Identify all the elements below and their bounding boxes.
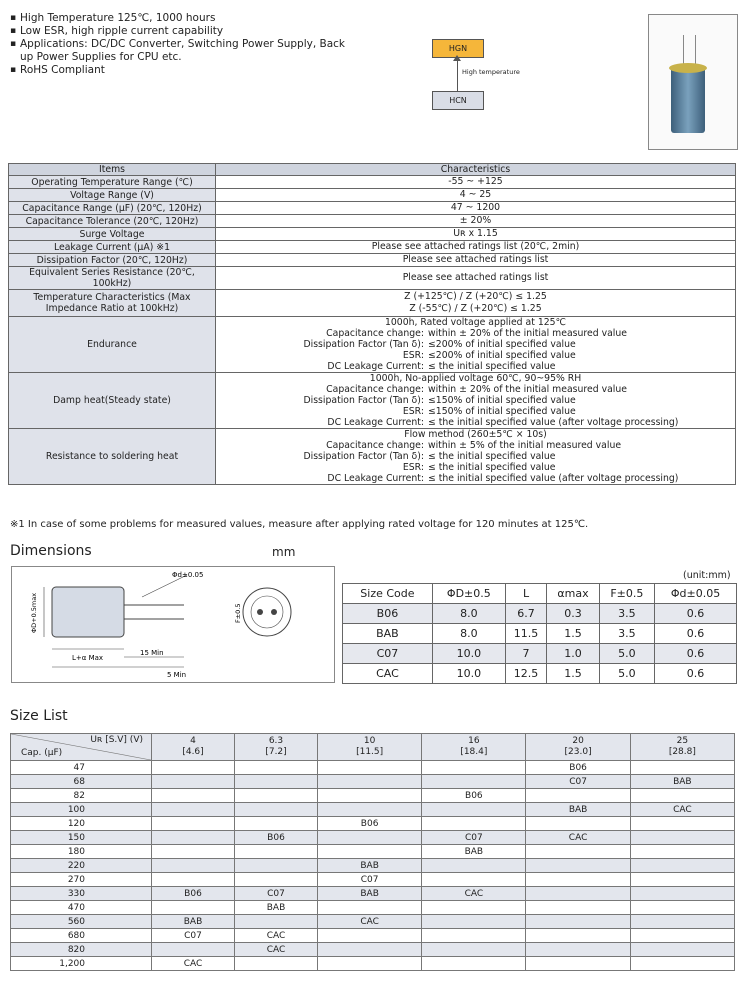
dimension-drawing — [11, 566, 335, 683]
table-cell: 1.5 — [547, 664, 599, 684]
size-code-cell: B06 — [152, 887, 235, 901]
size-code-cell: BAB — [152, 915, 235, 929]
table-cell: 5.0 — [599, 664, 654, 684]
spec-value: -55 ~ +125 — [216, 176, 736, 189]
col-header: ΦD±0.5 — [432, 584, 505, 604]
size-code-cell — [152, 803, 235, 817]
table-row — [11, 929, 735, 943]
size-code-cell — [422, 915, 526, 929]
cond-value: ≤200% of initial specified value — [428, 350, 576, 361]
endurance-header: 1000h, Rated voltage applied at 125℃ — [384, 317, 567, 328]
size-code-cell: B06 — [422, 789, 526, 803]
spec-item: Operating Temperature Range (℃) — [9, 176, 216, 189]
arrow-line — [457, 57, 458, 91]
size-code-cell — [318, 789, 422, 803]
dim-label-f: F±0.5 — [234, 603, 242, 623]
table-row — [11, 761, 735, 775]
table-row — [343, 664, 737, 684]
spec-item: Capacitance Range (μF) (20℃, 120Hz) — [9, 202, 216, 215]
table-cell: C07 — [343, 644, 433, 664]
spec-value: Please see attached ratings list — [216, 254, 736, 267]
cap-value: 68 — [11, 775, 152, 789]
size-code-cell: B06 — [235, 831, 318, 845]
table-row — [343, 624, 737, 644]
size-code-cell: CAC — [318, 915, 422, 929]
size-code-cell: C07 — [152, 929, 235, 943]
size-code-cell: CAC — [152, 957, 235, 971]
table-row — [11, 775, 735, 789]
capacitor-photo — [648, 14, 738, 150]
size-code-cell: B06 — [526, 761, 630, 775]
size-code-cell — [422, 943, 526, 957]
table-cell: CAC — [343, 664, 433, 684]
table-row — [11, 859, 735, 873]
size-code-cell — [526, 887, 630, 901]
table-cell: 1.0 — [547, 644, 599, 664]
size-code-cell: B06 — [318, 817, 422, 831]
size-code-cell — [526, 957, 630, 971]
spec-value — [216, 290, 736, 317]
cap-value: 1,200 — [11, 957, 152, 971]
cap-value: 330 — [11, 887, 152, 901]
size-code-cell — [235, 845, 318, 859]
cond-value: ≤200% of initial specified value — [428, 339, 576, 350]
table-cell: 0.6 — [655, 644, 737, 664]
cond-label: DC Leakage Current: — [327, 473, 424, 484]
size-code-cell — [235, 789, 318, 803]
size-code-cell — [235, 915, 318, 929]
cond-label: Capacitance change: — [326, 328, 424, 339]
cond-label: ESR: — [402, 462, 424, 473]
table-cell: 8.0 — [432, 624, 505, 644]
table-cell: 10.0 — [432, 664, 505, 684]
size-code-cell — [235, 817, 318, 831]
size-code-cell — [630, 817, 734, 831]
table-row — [11, 887, 735, 901]
size-code-cell — [152, 831, 235, 845]
size-code-cell — [526, 943, 630, 957]
cond-label: Capacitance change: — [326, 440, 424, 451]
size-code-cell — [422, 775, 526, 789]
spec-value: 47 ~ 1200 — [216, 202, 736, 215]
col-header: Φd±0.05 — [655, 584, 737, 604]
size-code-cell — [152, 873, 235, 887]
temp-line: Z (+125℃) / Z (+20℃) ≤ 1.25 — [404, 291, 547, 302]
table-row — [11, 915, 735, 929]
size-code-cell — [630, 943, 734, 957]
cap-value: 120 — [11, 817, 152, 831]
table-row — [11, 789, 735, 803]
size-code-cell — [526, 915, 630, 929]
col-header: F±0.5 — [599, 584, 654, 604]
cond-value: ≤ the initial specified value (after voltage processing) — [428, 417, 679, 428]
spec-table — [8, 163, 736, 485]
spec-item: Capacitance Tolerance (20℃, 120Hz) — [9, 215, 216, 228]
cond-label: ESR: — [402, 350, 424, 361]
table-cell: 10.0 — [432, 644, 505, 664]
capacitor-top — [669, 63, 707, 73]
size-code-cell — [422, 901, 526, 915]
size-code-cell: BAB — [235, 901, 318, 915]
size-code-cell — [630, 901, 734, 915]
size-code-cell — [152, 901, 235, 915]
table-cell: 5.0 — [599, 644, 654, 664]
size-code-cell — [152, 943, 235, 957]
size-code-cell — [526, 929, 630, 943]
cond-label: Dissipation Factor (Tan δ): — [303, 395, 424, 406]
size-list-table — [10, 733, 735, 971]
size-code-cell — [235, 859, 318, 873]
cap-value: 100 — [11, 803, 152, 817]
size-code-cell — [235, 761, 318, 775]
cond-value: ≤150% of initial specified value — [428, 395, 576, 406]
size-code-cell — [630, 845, 734, 859]
spec-item: Voltage Range (V) — [9, 189, 216, 202]
size-code-cell — [152, 859, 235, 873]
dim-label-5: 5 Min — [167, 671, 187, 679]
table-row — [343, 644, 737, 664]
cond-value: within ± 20% of the initial measured value — [428, 328, 627, 339]
voltage-header: 16 [18.4] — [422, 734, 526, 761]
size-code-cell — [152, 817, 235, 831]
spec-item: Equivalent Series Resistance (20℃, 100kHz) — [9, 267, 216, 290]
size-code-cell — [630, 957, 734, 971]
size-code-cell: BAB — [526, 803, 630, 817]
size-code-cell — [422, 873, 526, 887]
endurance-block — [216, 317, 736, 373]
cond-value: within ± 20% of the initial measured value — [428, 384, 627, 395]
size-code-cell: CAC — [422, 887, 526, 901]
cap-value: 680 — [11, 929, 152, 943]
size-code-cell — [152, 761, 235, 775]
cond-label: Dissipation Factor (Tan δ): — [303, 451, 424, 462]
size-code-cell — [526, 789, 630, 803]
cap-value: 820 — [11, 943, 152, 957]
size-code-cell — [318, 831, 422, 845]
table-row — [11, 817, 735, 831]
size-code-cell — [235, 803, 318, 817]
spec-item: Dissipation Factor (20℃, 120Hz) — [9, 254, 216, 267]
cond-label: ESR: — [402, 406, 424, 417]
dim-label-D: ΦD+0.5max — [30, 592, 38, 633]
feature-item: ▪ Low ESR, high ripple current capability — [10, 25, 350, 38]
table-cell: 7 — [505, 644, 546, 664]
dim-label-15: 15 Min — [140, 649, 164, 657]
cond-label: Dissipation Factor (Tan δ): — [303, 339, 424, 350]
capacitor-end-shape — [243, 588, 291, 636]
size-code-cell — [318, 929, 422, 943]
dimensions-unit-heading: mm — [272, 545, 296, 559]
table-cell: 0.6 — [655, 664, 737, 684]
size-code-cell: CAC — [235, 943, 318, 957]
size-code-cell — [318, 775, 422, 789]
table-row — [343, 604, 737, 624]
table-row — [11, 957, 735, 971]
cap-value: 470 — [11, 901, 152, 915]
spec-item: Temperature Characteristics (Max Impedance Ratio at 100kHz) — [9, 290, 216, 317]
size-code-cell: C07 — [318, 873, 422, 887]
solder-header: Flow method (260±5℃ × 10s) — [404, 429, 547, 440]
size-code-cell: BAB — [318, 887, 422, 901]
voltage-header: 20 [23.0] — [526, 734, 630, 761]
spec-header-characteristics: Characteristics — [216, 164, 736, 176]
size-code-cell — [318, 901, 422, 915]
cond-value: within ± 5% of the initial measured value — [428, 440, 622, 451]
table-cell: 1.5 — [547, 624, 599, 644]
size-code-cell — [630, 761, 734, 775]
table-cell: 0.3 — [547, 604, 599, 624]
table-row — [11, 845, 735, 859]
cond-value: ≤150% of initial specified value — [428, 406, 576, 417]
col-header: αmax — [547, 584, 599, 604]
voltage-header: 25 [28.8] — [630, 734, 734, 761]
size-code-cell — [422, 761, 526, 775]
size-code-cell — [152, 845, 235, 859]
size-code-cell — [318, 943, 422, 957]
dimension-drawing-svg — [12, 567, 334, 682]
cond-value: ≤ the initial specified value — [428, 451, 556, 462]
solder-block — [216, 429, 736, 485]
size-code-cell: BAB — [630, 775, 734, 789]
dim-label-l: L+α Max — [72, 654, 104, 662]
size-code-cell — [235, 957, 318, 971]
table-cell: 8.0 — [432, 604, 505, 624]
table-cell: BAB — [343, 624, 433, 644]
size-code-cell — [152, 789, 235, 803]
size-code-cell — [630, 915, 734, 929]
size-code-cell — [526, 873, 630, 887]
capacitor-side-shape — [52, 587, 124, 637]
size-code-cell — [318, 845, 422, 859]
unit-label: (unit:mm) — [683, 570, 731, 581]
col-header: L — [505, 584, 546, 604]
spec-value: Please see attached ratings list (20℃, 2min) — [216, 241, 736, 254]
size-code-cell: CAC — [526, 831, 630, 845]
voltage-header: 10 [11.5] — [318, 734, 422, 761]
dim-label-d: Φd±0.05 — [172, 571, 204, 579]
size-code-cell: BAB — [318, 859, 422, 873]
spec-value: ± 20% — [216, 215, 736, 228]
size-code-cell — [318, 957, 422, 971]
feature-item: ▪ RoHS Compliant — [10, 64, 350, 77]
cap-value: 560 — [11, 915, 152, 929]
size-code-cell: CAC — [630, 803, 734, 817]
spec-item: Damp heat(Steady state) — [9, 373, 216, 429]
size-code-cell: BAB — [422, 845, 526, 859]
size-code-cell — [318, 761, 422, 775]
size-list-title: Size List — [10, 708, 68, 724]
feature-list — [10, 12, 350, 77]
cap-value: 47 — [11, 761, 152, 775]
capacitor-body — [671, 67, 705, 133]
table-row — [11, 831, 735, 845]
damp-block — [216, 373, 736, 429]
series-box-hcn: HCN — [432, 91, 484, 110]
table-cell: 12.5 — [505, 664, 546, 684]
temp-line: Z (-55℃) / Z (+20℃) ≤ 1.25 — [409, 303, 542, 314]
voltage-header: 6.3 [7.2] — [235, 734, 318, 761]
size-code-cell: CAC — [235, 929, 318, 943]
series-box-hgn: HGN — [432, 39, 484, 58]
cap-value: 180 — [11, 845, 152, 859]
dimensions-title: Dimensions — [10, 543, 92, 559]
footnote: ※1 In case of some problems for measured values, measure after applying rated voltage for 120 minutes at 125℃. — [10, 519, 589, 530]
size-code-cell — [422, 859, 526, 873]
cap-axis-label: Cap. (μF) — [21, 748, 63, 758]
col-header: Size Code — [343, 584, 433, 604]
size-code-cell — [630, 887, 734, 901]
flow-label: High temperature — [462, 68, 520, 76]
dimension-table — [342, 583, 737, 684]
feature-item: ▪ Applications: DC/DC Converter, Switching Power Supply, Back up Power Supplies for CPU etc. — [10, 38, 350, 64]
spec-item: Endurance — [9, 317, 216, 373]
cap-value: 270 — [11, 873, 152, 887]
size-code-cell — [526, 845, 630, 859]
table-cell: 11.5 — [505, 624, 546, 644]
cap-value: 150 — [11, 831, 152, 845]
size-code-cell — [630, 831, 734, 845]
spec-value: Please see attached ratings list — [216, 267, 736, 290]
size-code-cell — [630, 789, 734, 803]
cond-label: DC Leakage Current: — [327, 361, 424, 372]
size-code-cell — [526, 901, 630, 915]
size-code-cell — [422, 929, 526, 943]
size-code-cell — [235, 775, 318, 789]
cond-value: ≤ the initial specified value — [428, 462, 556, 473]
table-cell: 0.6 — [655, 604, 737, 624]
size-code-cell — [630, 859, 734, 873]
cond-value: ≤ the initial specified value (after voltage processing) — [428, 473, 679, 484]
size-code-cell — [630, 873, 734, 887]
table-row — [11, 943, 735, 957]
cond-label: DC Leakage Current: — [327, 417, 424, 428]
table-cell: 0.6 — [655, 624, 737, 644]
size-code-cell — [235, 873, 318, 887]
size-code-cell: C07 — [526, 775, 630, 789]
damp-header: 1000h, No-applied voltage 60℃, 90~95% RH — [369, 373, 582, 384]
voltage-header: 4 [4.6] — [152, 734, 235, 761]
table-row — [11, 901, 735, 915]
size-code-cell: C07 — [235, 887, 318, 901]
table-row — [11, 803, 735, 817]
size-code-cell: C07 — [422, 831, 526, 845]
corner-header — [11, 734, 152, 761]
cap-value: 220 — [11, 859, 152, 873]
voltage-axis-label: Uʀ [S.V] (V) — [90, 735, 143, 745]
spec-value: 4 ~ 25 — [216, 189, 736, 202]
size-code-cell — [526, 859, 630, 873]
spec-header-items: Items — [9, 164, 216, 176]
spec-item: Surge Voltage — [9, 228, 216, 241]
table-row — [11, 873, 735, 887]
spec-item: Resistance to soldering heat — [9, 429, 216, 485]
spec-item: Leakage Current (μA) ※1 — [9, 241, 216, 254]
table-cell: B06 — [343, 604, 433, 624]
size-code-cell — [152, 775, 235, 789]
table-cell: 6.7 — [505, 604, 546, 624]
feature-item: ▪ High Temperature 125℃, 1000 hours — [10, 12, 350, 25]
size-code-cell — [630, 929, 734, 943]
series-flow-diagram — [432, 35, 542, 115]
spec-value: Uʀ x 1.15 — [216, 228, 736, 241]
lead-wire — [695, 35, 696, 67]
size-code-cell — [422, 957, 526, 971]
lead-dot — [257, 609, 263, 615]
lead-dot — [271, 609, 277, 615]
size-code-cell — [422, 803, 526, 817]
cond-value: ≤ the initial specified value — [428, 361, 556, 372]
cap-value: 82 — [11, 789, 152, 803]
size-code-cell — [526, 817, 630, 831]
table-cell: 3.5 — [599, 624, 654, 644]
size-code-cell — [422, 817, 526, 831]
size-code-cell — [318, 803, 422, 817]
table-cell: 3.5 — [599, 604, 654, 624]
cond-label: Capacitance change: — [326, 384, 424, 395]
